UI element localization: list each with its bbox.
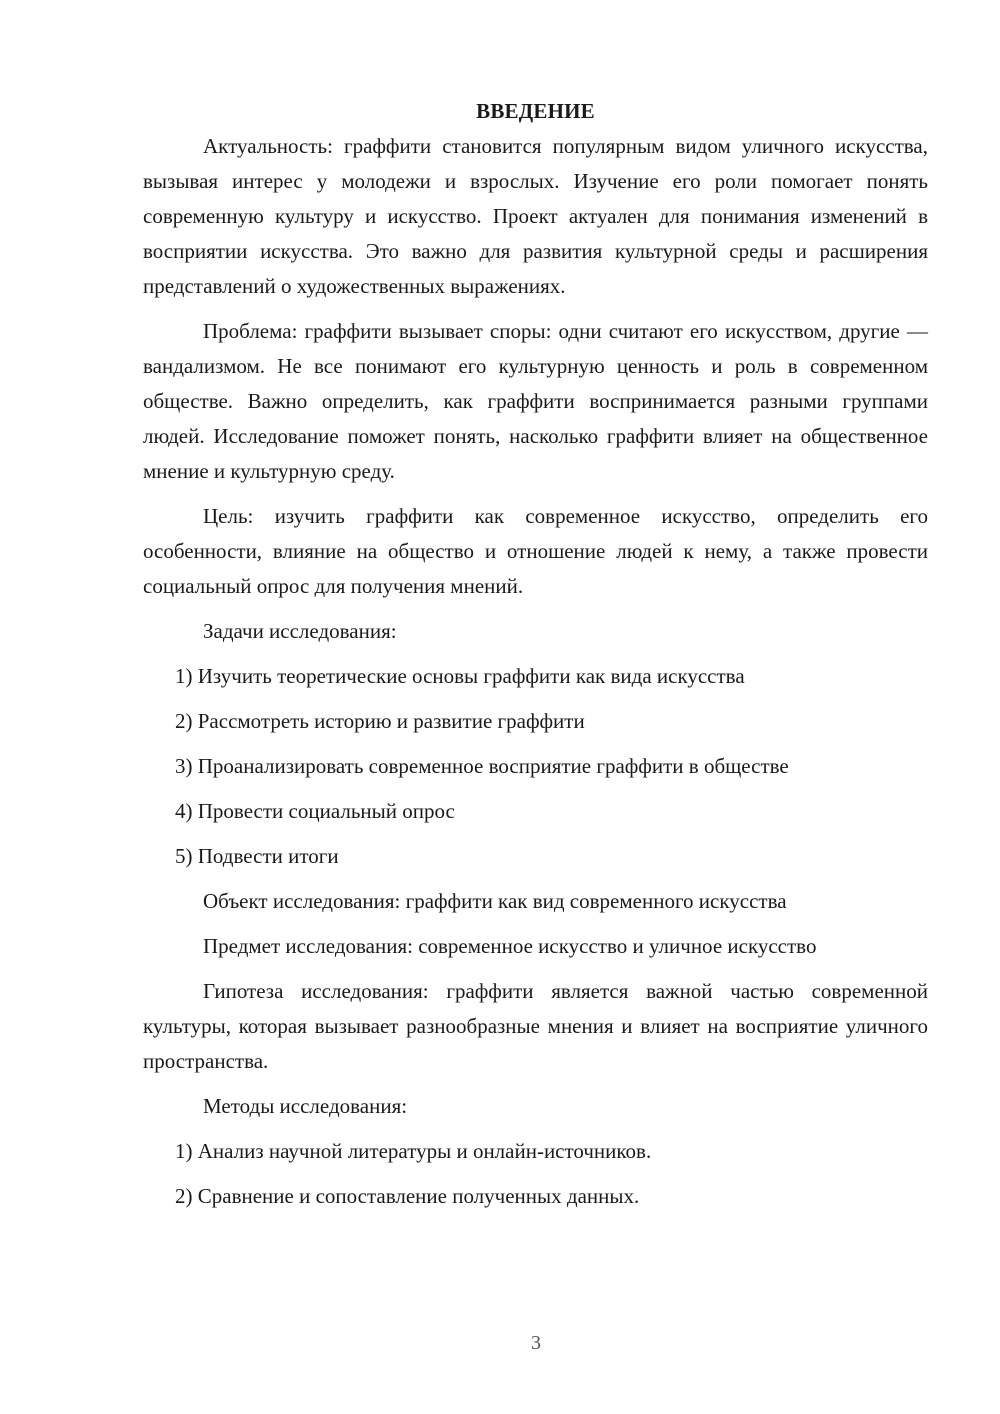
list-item: 1) Анализ научной литературы и онлайн-источников.: [175, 1139, 652, 1163]
list-item: 2) Рассмотреть историю и развитие граффити: [175, 709, 585, 733]
document-page: [143, 94, 928, 1224]
problem-paragraph: Проблема: граффити вызывает споры: одни считают его искусством, другие — вандализмом. Не все понимают его культурную ценность и роль в современном обществе. Важно определить, как граффити воспринимается разными группами людей. Исследование поможет понять, насколько граффити влияет на общественное мнение и культурную среду.: [143, 319, 928, 483]
relevance-paragraph: Актуальность: граффити становится популярным видом уличного искусства, вызывая интерес у молодежи и взрослых. Изучение его роли помогает понять современную культуру и искусство. Проект актуален для понимания изменений в восприятии искусства. Это важно для развития культурной среды и расширения представлений о художественных выражениях.: [143, 134, 928, 298]
list-item: 1) Изучить теоретические основы граффити как вида искусства: [175, 664, 745, 688]
tasks-list: [143, 659, 928, 874]
list-item: 5) Подвести итоги: [175, 844, 339, 868]
methods-heading: Методы исследования:: [203, 1094, 408, 1118]
hypothesis-paragraph: Гипотеза исследования: граффити является важной частью современной культуры, которая вызывает разнообразные мнения и влияет на восприятие уличного пространства.: [143, 979, 928, 1073]
object-paragraph: Объект исследования: граффити как вид современного искусства: [203, 889, 787, 913]
page-title: ВВЕДЕНИЕ: [476, 99, 595, 123]
list-item: 2) Сравнение и сопоставление полученных данных.: [175, 1184, 640, 1208]
tasks-heading: Задачи исследования:: [203, 619, 397, 643]
page-number: 3: [531, 1332, 541, 1354]
list-item: 3) Проанализировать современное восприятие граффити в обществе: [175, 754, 789, 778]
goal-paragraph: Цель: изучить граффити как современное искусство, определить его особенности, влияние на общество и отношение людей к нему, а также провести социальный опрос для получения мнений.: [143, 504, 928, 598]
list-item: 4) Провести социальный опрос: [175, 799, 455, 823]
methods-list: [143, 1134, 928, 1214]
subject-paragraph: Предмет исследования: современное искусство и уличное искусство: [203, 934, 817, 958]
